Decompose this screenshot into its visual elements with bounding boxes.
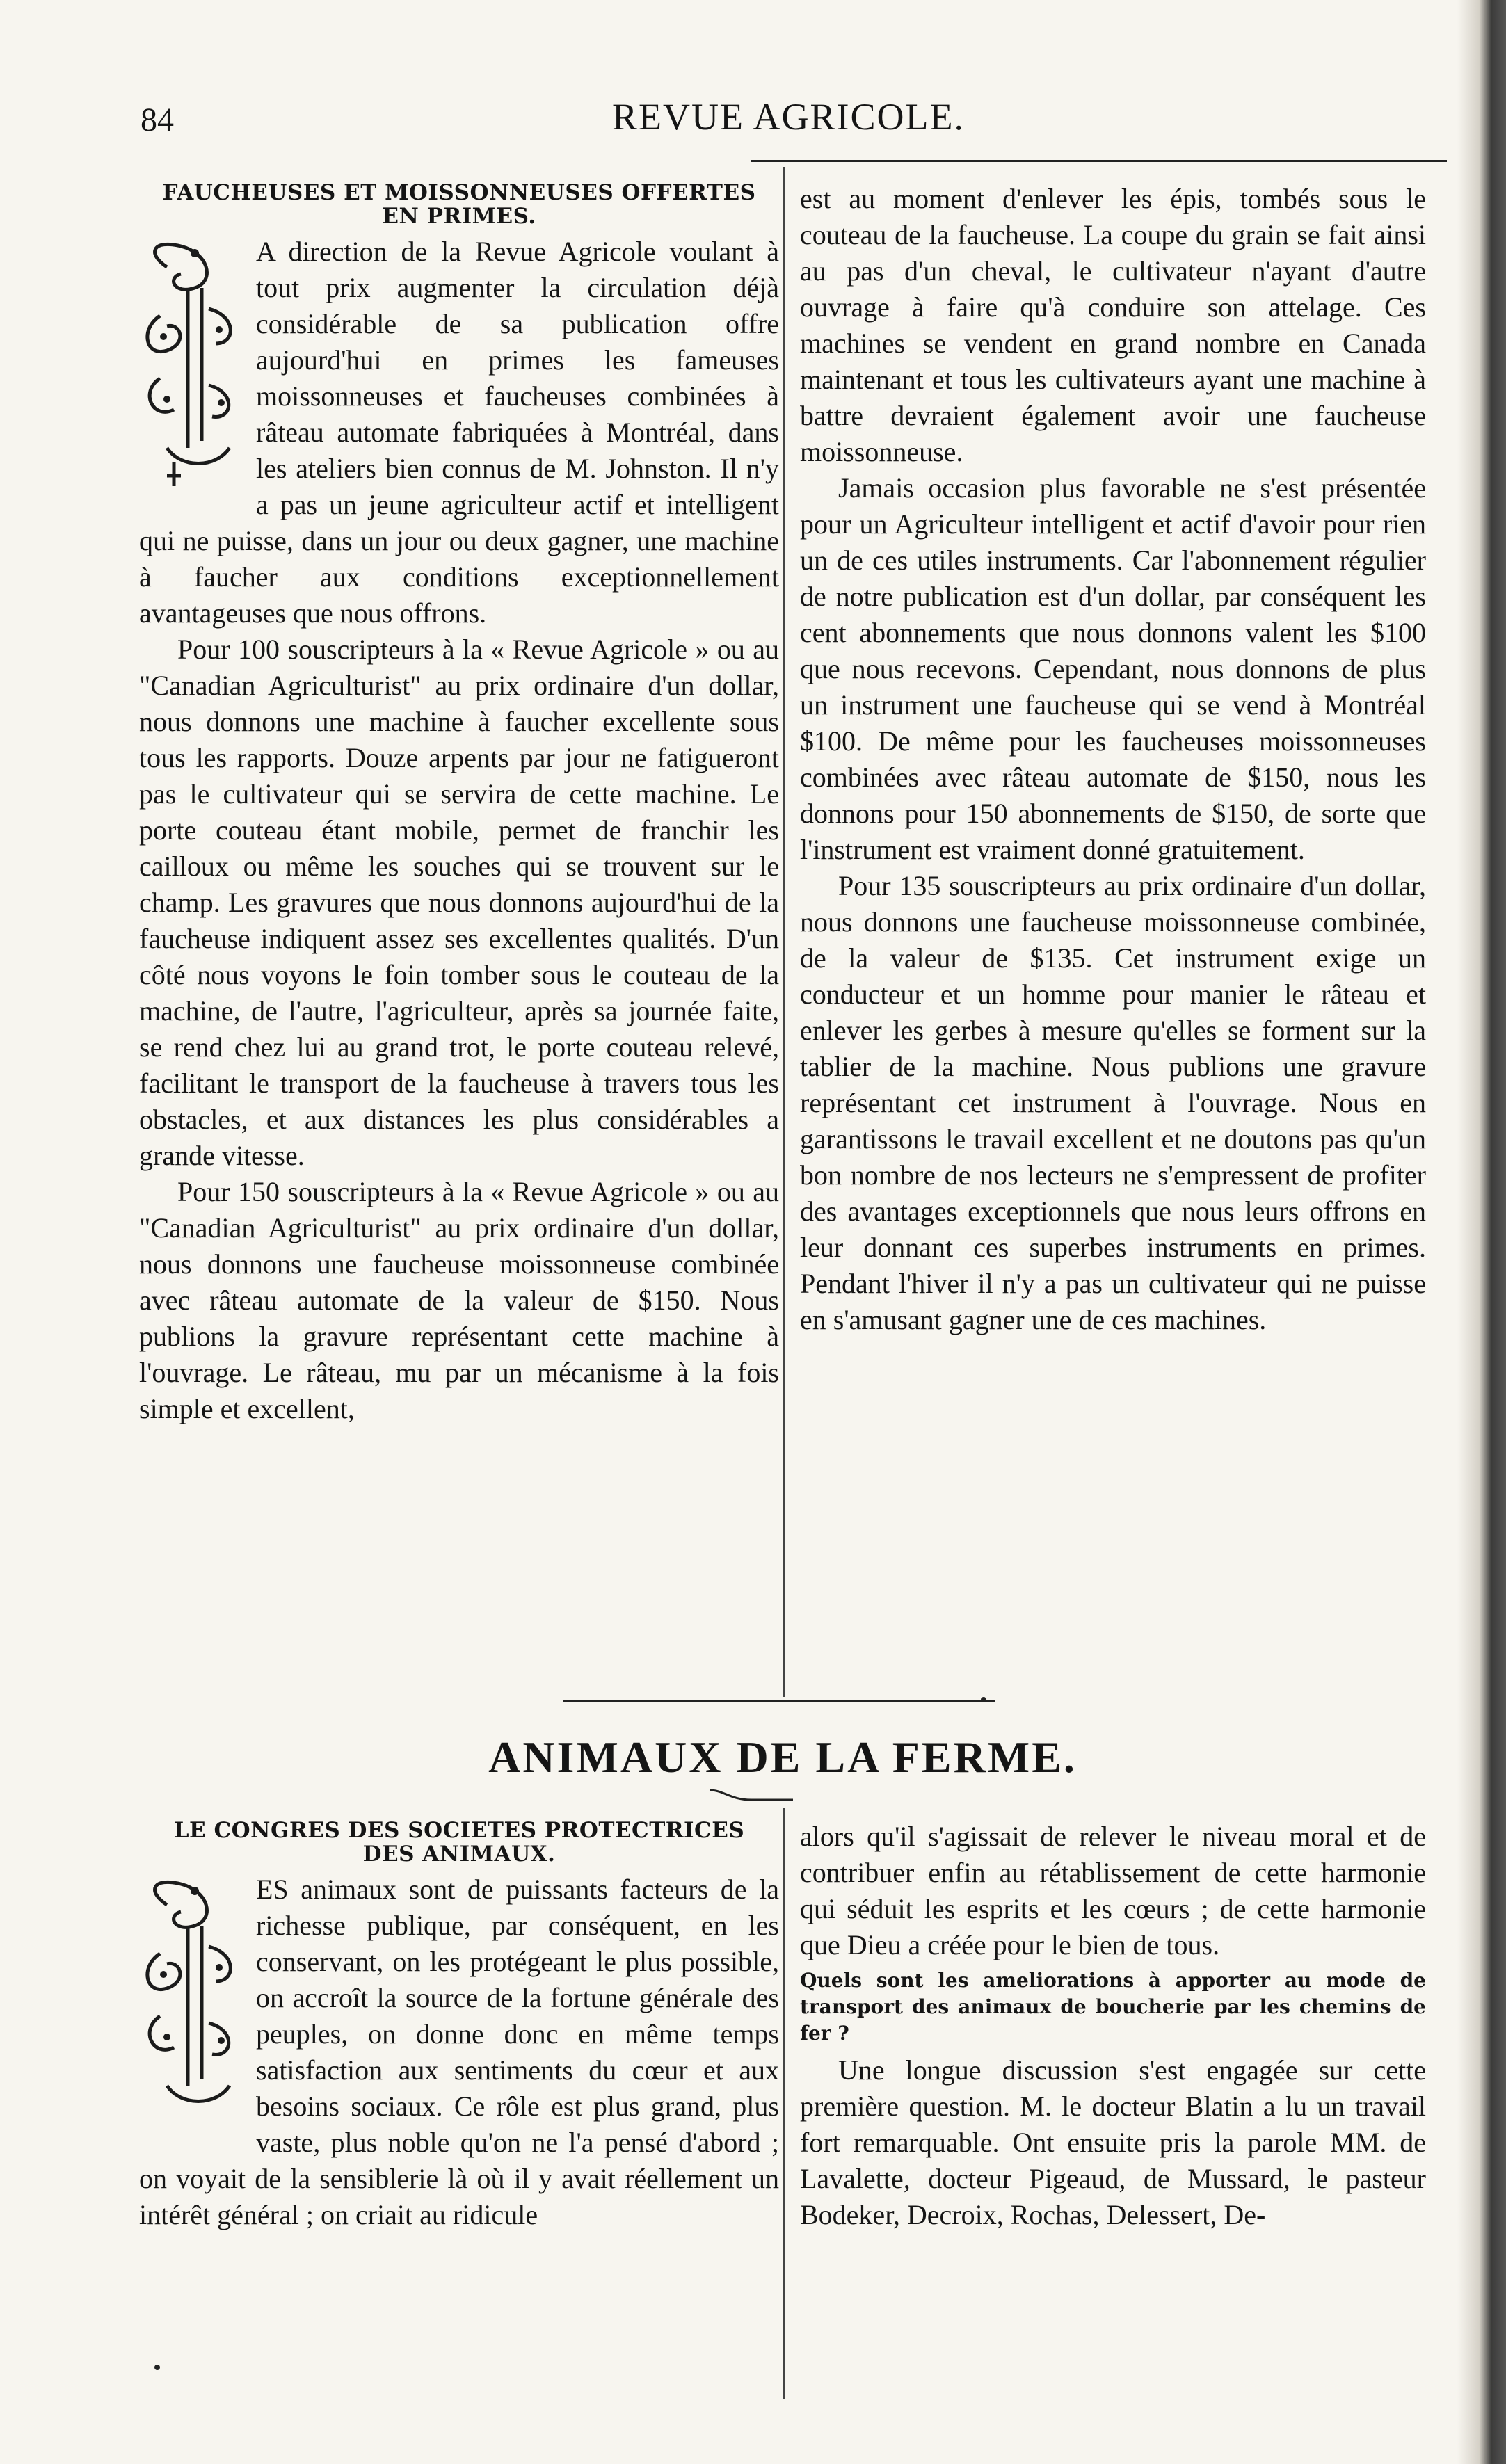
article-paragraph: Pour 100 souscripteurs à la « Revue Agricole » ou au "Canadian Agriculturist" au prix ordinaire d'un dollar, nous donnons une machine à faucher excellente sous tous les rapports. Douze arpents par jour ne fatigueront pas le cultivateur qui se servira de cette machine. Le porte couteau étant mobile, permet de franchir les cailloux ou même les souches qui se trouvent sur le champ. Les gravures que nous donnons aujourd'hui de la faucheuse indiquent assez ses excellentes qualités. D'un côté nous voyons le foin tomber sous le couteau de la machine, de l'autre, l'agriculteur, après sa journée faite, se rend chez lui au grand trot, le porte couteau relevé, facilitant le transport de la faucheuse à travers tous les obstacles, et aux distances les plus considérables a grande vitesse. — [139, 634, 779, 1171]
scan-speck — [154, 2365, 160, 2370]
article-paragraph: ES animaux sont de puissants facteurs de la richesse publique, par conséquent, en les conservant, on les protégeant le plus possible, on accroît la source de la fortune générale des peuples, on donne donc en même temps satisfaction aux sentiments du cœur et aux besoins sociaux. Ce rôle est plus grand, plus vaste, plus noble qu'on ne l'a pensé d'abord ; on voyait de la sensiblerie là où il y avait réellement un intérêt général ; on criait au ridicule — [139, 1874, 779, 2230]
headline-line-2: DES ANIMAUX. — [362, 1842, 556, 1867]
article-paragraph: est au moment d'enlever les épis, tombés sous le couteau de la faucheuse. La coupe du grain se fait ainsi au pas d'un cheval, le cultivateur n'ayant d'autre ouvrage à faire qu'à conduire son attelage. Ces machines se vendent en grand nombre en Canada maintenant et tous les cultivateurs ayant une machine à battre devraient également avoir une faucheuse moissonneuse. — [800, 183, 1426, 467]
headline-line-1: LE CONGRES DES SOCIETES PROTECTRICES — [173, 1818, 745, 1843]
article-paragraph: Une longue discussion s'est engagée sur cette première question. M. le docteur Blatin a lu un travail fort remarquable. Ont ensuite pris la parole MM. de Lavalette, docteur Pigeaud, de Mussard, le pasteur Bodeker, Decroix, Rochas, Delessert, De- — [800, 2054, 1426, 2230]
running-title: REVUE AGRICOLE. — [612, 96, 965, 138]
section-rule — [563, 1700, 995, 1702]
column-divider-top — [783, 167, 785, 1697]
page-number: 84 — [141, 102, 174, 138]
article-faucheuses-right-column — [800, 181, 1426, 1338]
article-paragraph: Pour 135 souscripteurs au prix ordinaire d'un dollar, nous donnons une faucheuse moissonneuse combinée, de la valeur de $135. Cet instrument exige un conducteur et un homme pour manier le râteau et enlever les gerbes à mesure qu'elles se forment sur la tablier de la machine. Nous publions une gravure représentant cet instrument à l'ouvrage. Nous en garantissons le travail excellent et ne doutons pas qu'un bon nombre de nos lecteurs ne s'empressent de profiter des avantages exceptionnels que nous leurs offrons en leur donnant ces superbes instruments en primes. Pendant l'hiver il n'y a pas un cultivateur qui ne puisse en s'amusant gagner une de ces machines. — [800, 870, 1426, 1335]
discussion-question: Quels sont les ameliorations à apporter au mode de transport des animaux de boucherie par les chemins de fer ? — [800, 1969, 1426, 2045]
article-paragraph: Pour 150 souscripteurs à la « Revue Agricole » ou au "Canadian Agriculturist" au prix ordinaire d'un dollar, nous donnons une faucheuse moissonneuse combinée avec râteau automate de la valeur de $150. Nous publions la gravure représentant cette machine à l'ouvrage. Le râteau, mu par un mécanisme à la fois simple et excellent, — [139, 1176, 779, 1424]
column-divider-bottom — [783, 1808, 785, 2399]
scan-speck — [981, 1697, 986, 1702]
article-headline — [139, 1819, 779, 1866]
headline-line-2: EN PRIMES. — [382, 204, 536, 229]
flourish-icon — [710, 1787, 793, 1803]
ornamental-initial-l-icon — [139, 1877, 243, 2127]
header-rule — [751, 160, 1447, 162]
article-headline — [139, 181, 779, 228]
article-congres-right-column — [800, 1819, 1426, 2233]
article-faucheuses-left-column — [139, 181, 779, 1427]
ornamental-initial-l-icon — [139, 239, 243, 490]
page-header — [125, 87, 1377, 150]
scan-edge — [1457, 0, 1506, 2464]
section-title: ANIMAUX DE LA FERME. — [488, 1732, 1077, 1782]
headline-line-1: FAUCHEUSES ET MOISSONNEUSES OFFERTES — [162, 180, 756, 205]
article-paragraph: Jamais occasion plus favorable ne s'est présentée pour un Agriculteur intelligent et actif d'avoir pour rien un de ces utiles instruments. Car l'abonnement régulier de notre publication est d'un dollar, par conséquent les cent abonnements que nous donnons valent les $100 que nous recevons. Cependant, nous donnons de plus un instrument une faucheuse qui se vend à Montréal $100. De même pour les faucheuses moissonneuses combinées avec râteau automate de $150, nous les donnons pour 150 abonnements de $150, de sorte que l'instrument est vraiment donné gratuitement. — [800, 472, 1426, 865]
article-paragraph: alors qu'il s'agissait de relever le niveau moral et de contribuer enfin au rétablissement de cette harmonie qui séduit les esprits et les cœurs ; de cette harmonie que Dieu a créée pour le bien de tous. — [800, 1821, 1426, 1960]
article-paragraph: A direction de la Revue Agricole voulant à tout prix augmenter la circulation déjà considérable de sa publication offre aujourd'hui en primes les fameuses moissonneuses et faucheuses combinées à râteau automate fabriquées à Montréal, dans les ateliers bien connus de M. Johnston. Il n'y a pas un jeune agriculteur actif et intelligent qui ne puisse, dans un jour ou deux gagner, une machine à faucher aux conditions exceptionnellement avantageuses que nous offrons. — [139, 236, 779, 629]
article-congres-left-column — [139, 1819, 779, 2233]
